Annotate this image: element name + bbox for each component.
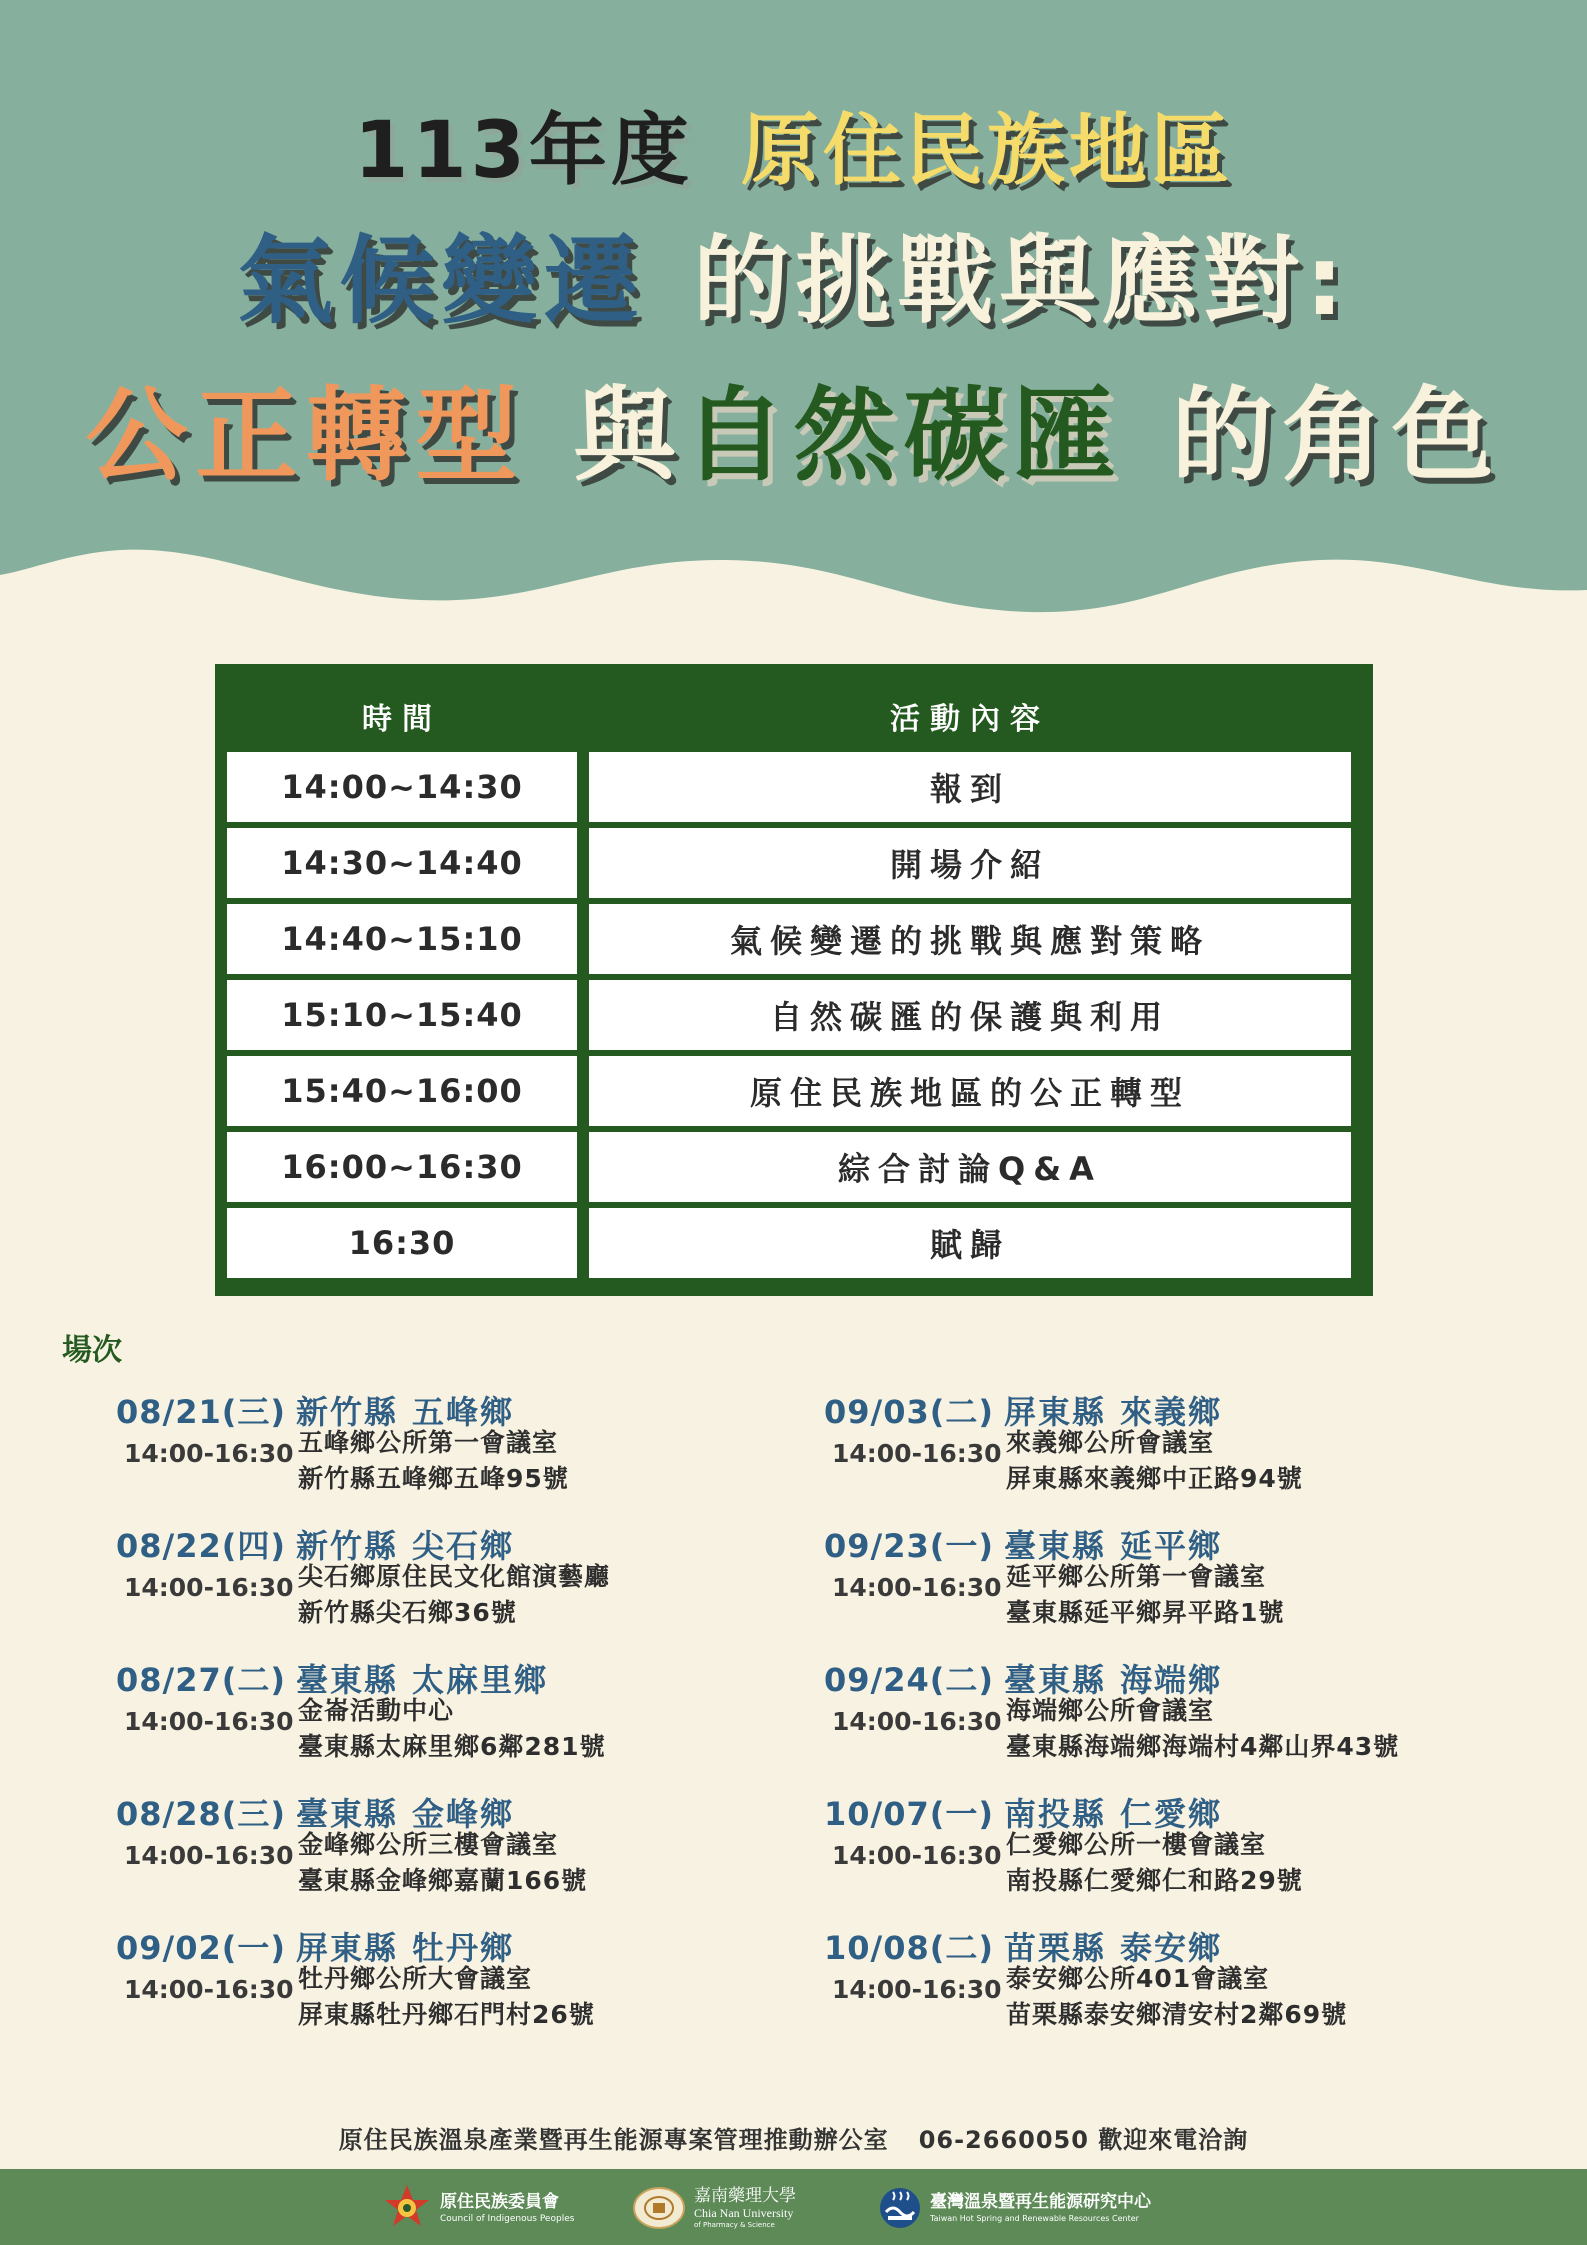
- venue-item: [116, 1521, 816, 1641]
- title-line-2: [0, 205, 1587, 342]
- venue-address: 臺東縣金峰鄉嘉蘭166號: [298, 1866, 588, 1895]
- schedule-row: [227, 1208, 1363, 1278]
- venue-place: 泰安鄉公所401會議室: [1006, 1964, 1270, 1993]
- hot-spring-center-icon: [878, 2186, 922, 2230]
- schedule-header-activity: 活動內容: [890, 702, 1050, 737]
- title-year: 113年度: [354, 106, 693, 196]
- venue-date: 10/07(一): [824, 1795, 995, 1833]
- venue-date: 08/22(四): [116, 1527, 287, 1565]
- venue-time: 14:00-16:30: [124, 1573, 294, 1602]
- title-challenges: 的挑戰與應對:: [693, 225, 1350, 337]
- schedule-time: 14:40~15:10: [227, 904, 577, 974]
- schedule-row: [227, 752, 1363, 822]
- venue-township: 來義鄉: [1120, 1393, 1223, 1431]
- venue-item: [824, 1789, 1524, 1909]
- schedule-time: 16:30: [227, 1208, 577, 1278]
- venue-place: 五峰鄉公所第一會議室: [298, 1428, 559, 1457]
- venue-time: 14:00-16:30: [832, 1841, 1002, 1870]
- venue-county: 屏東縣: [1004, 1393, 1107, 1431]
- logo3-name: 臺灣溫泉暨再生能源研究中心: [930, 2192, 1151, 2212]
- title-role: 的角色: [1171, 377, 1502, 496]
- venue-county: 臺東縣: [1004, 1527, 1107, 1565]
- venue-item: [824, 1521, 1524, 1641]
- contact-line: [0, 2120, 1587, 2155]
- venue-date: 09/24(二): [824, 1661, 995, 1699]
- venue-place: 尖石鄉原住民文化館演藝廳: [298, 1562, 611, 1591]
- venue-item: [824, 1923, 1524, 2043]
- venue-time: 14:00-16:30: [832, 1975, 1002, 2004]
- venue-address: 新竹縣五峰鄉五峰95號: [298, 1464, 569, 1493]
- venue-address: 南投縣仁愛鄉仁和路29號: [1006, 1866, 1303, 1895]
- venue-township: 五峰鄉: [412, 1393, 515, 1431]
- venue-township: 金峰鄉: [412, 1795, 515, 1833]
- venue-item: [116, 1923, 816, 2043]
- schedule-header-time: 時間: [362, 702, 442, 737]
- venue-county: 臺東縣: [296, 1661, 399, 1699]
- title-carbon-sink: 自然碳匯: [683, 377, 1124, 496]
- schedule-time: 16:00~16:30: [227, 1132, 577, 1202]
- schedule-activity: 原住民族地區的公正轉型: [589, 1056, 1351, 1126]
- venue-address: 臺東縣太麻里鄉6鄰281號: [298, 1732, 606, 1761]
- title-climate-change: 氣候變遷: [237, 225, 646, 337]
- venue-township: 仁愛鄉: [1120, 1795, 1223, 1833]
- venue-time: 14:00-16:30: [124, 1841, 294, 1870]
- venue-item: [824, 1655, 1524, 1775]
- venue-item: [116, 1387, 816, 1507]
- venue-item: [116, 1789, 816, 1909]
- venue-place: 海端鄉公所會議室: [1006, 1696, 1215, 1725]
- venue-time: 14:00-16:30: [832, 1573, 1002, 1602]
- venue-date: 09/23(一): [824, 1527, 995, 1565]
- logo1-name: 原住民族委員會: [440, 2192, 559, 2212]
- schedule-row: [227, 1132, 1363, 1202]
- logo-hot-spring-center: [878, 2181, 1151, 2235]
- venue-county: 新竹縣: [296, 1527, 399, 1565]
- venue-county: 新竹縣: [296, 1393, 399, 1431]
- logo-chia-nan-university: [632, 2181, 796, 2235]
- venue-township: 尖石鄉: [412, 1527, 515, 1565]
- venue-date: 08/27(二): [116, 1661, 287, 1699]
- venue-time: 14:00-16:30: [832, 1707, 1002, 1736]
- schedule-activity: 開場介紹: [589, 828, 1351, 898]
- logo1-en: Council of Indigenous Peoples: [440, 2214, 575, 2224]
- venue-county: 臺東縣: [296, 1795, 399, 1833]
- venue-township: 泰安鄉: [1120, 1929, 1223, 1967]
- venue-place: 仁愛鄉公所一樓會議室: [1006, 1830, 1267, 1859]
- venue-address: 新竹縣尖石鄉36號: [298, 1598, 517, 1627]
- schedule-time: 15:10~15:40: [227, 980, 577, 1050]
- council-emblem-icon: [382, 2183, 432, 2233]
- title-line-1: [0, 88, 1587, 200]
- venue-township: 太麻里鄉: [412, 1661, 549, 1699]
- title-line-3: [0, 355, 1587, 501]
- venue-place: 金峰鄉公所三樓會議室: [298, 1830, 559, 1859]
- logo3-en: Taiwan Hot Spring and Renewable Resources Center: [930, 2214, 1139, 2223]
- contact-phone: 06-2660050 歡迎來電洽詢: [918, 2126, 1249, 2154]
- venue-address: 臺東縣海端鄉海端村4鄰山界43號: [1006, 1732, 1400, 1761]
- venue-time: 14:00-16:30: [124, 1439, 294, 1468]
- schedule-table: [215, 664, 1373, 1296]
- venue-item: [824, 1387, 1524, 1507]
- venue-time: 14:00-16:30: [124, 1975, 294, 2004]
- schedule-activity: 報到: [589, 752, 1351, 822]
- venue-time: 14:00-16:30: [124, 1707, 294, 1736]
- venue-county: 南投縣: [1004, 1795, 1107, 1833]
- venue-county: 苗栗縣: [1004, 1929, 1107, 1967]
- venue-address: 屏東縣來義鄉中正路94號: [1006, 1464, 1303, 1493]
- schedule-activity: 賦歸: [589, 1208, 1351, 1278]
- venue-date: 09/02(一): [116, 1929, 287, 1967]
- venue-township: 牡丹鄉: [412, 1929, 515, 1967]
- schedule-time: 14:00~14:30: [227, 752, 577, 822]
- logo-council-indigenous-peoples: [382, 2181, 574, 2235]
- venues-heading: 場次: [62, 1333, 122, 1368]
- logo2-en: Chia Nan University: [694, 2206, 794, 2220]
- venue-county: 臺東縣: [1004, 1661, 1107, 1699]
- schedule-time: 15:40~16:00: [227, 1056, 577, 1126]
- venue-time: 14:00-16:30: [832, 1439, 1002, 1468]
- title-and: 與: [573, 377, 684, 496]
- venue-township: 延平鄉: [1120, 1527, 1223, 1565]
- footer-bar: [0, 2169, 1587, 2245]
- venue-date: 08/21(三): [116, 1393, 287, 1431]
- venue-address: 苗栗縣泰安鄉清安村2鄰69號: [1006, 2000, 1348, 2029]
- schedule-time: 14:30~14:40: [227, 828, 577, 898]
- schedule-row: [227, 904, 1363, 974]
- schedule-row: [227, 828, 1363, 898]
- venue-date: 09/03(二): [824, 1393, 995, 1431]
- logo2-sub: of Pharmacy & Science: [694, 2221, 775, 2229]
- venue-place: 延平鄉公所第一會議室: [1006, 1562, 1267, 1591]
- title-region: 原住民族地區: [740, 106, 1233, 196]
- venue-place: 金崙活動中心: [298, 1696, 455, 1725]
- venue-place: 來義鄉公所會議室: [1006, 1428, 1215, 1457]
- venue-item: [116, 1655, 816, 1775]
- schedule-activity: 綜合討論Q&A: [589, 1132, 1351, 1202]
- venue-address: 屏東縣牡丹鄉石門村26號: [298, 2000, 595, 2029]
- logo2-name: 嘉南藥理大學: [694, 2186, 796, 2206]
- venue-place: 牡丹鄉公所大會議室: [298, 1964, 533, 1993]
- schedule-activity: 自然碳匯的保護與利用: [589, 980, 1351, 1050]
- venue-address: 臺東縣延平鄉昇平路1號: [1006, 1598, 1285, 1627]
- schedule-row: [227, 1056, 1363, 1126]
- venue-date: 10/08(二): [824, 1929, 995, 1967]
- contact-office: 原住民族溫泉產業暨再生能源專案管理推動辦公室: [338, 2126, 889, 2154]
- venue-county: 屏東縣: [296, 1929, 399, 1967]
- venue-date: 08/28(三): [116, 1795, 287, 1833]
- venue-township: 海端鄉: [1120, 1661, 1223, 1699]
- schedule-row: [227, 980, 1363, 1050]
- title-just-transition: 公正轉型: [85, 377, 526, 496]
- university-seal-icon: [632, 2186, 686, 2230]
- schedule-activity: 氣候變遷的挑戰與應對策略: [589, 904, 1351, 974]
